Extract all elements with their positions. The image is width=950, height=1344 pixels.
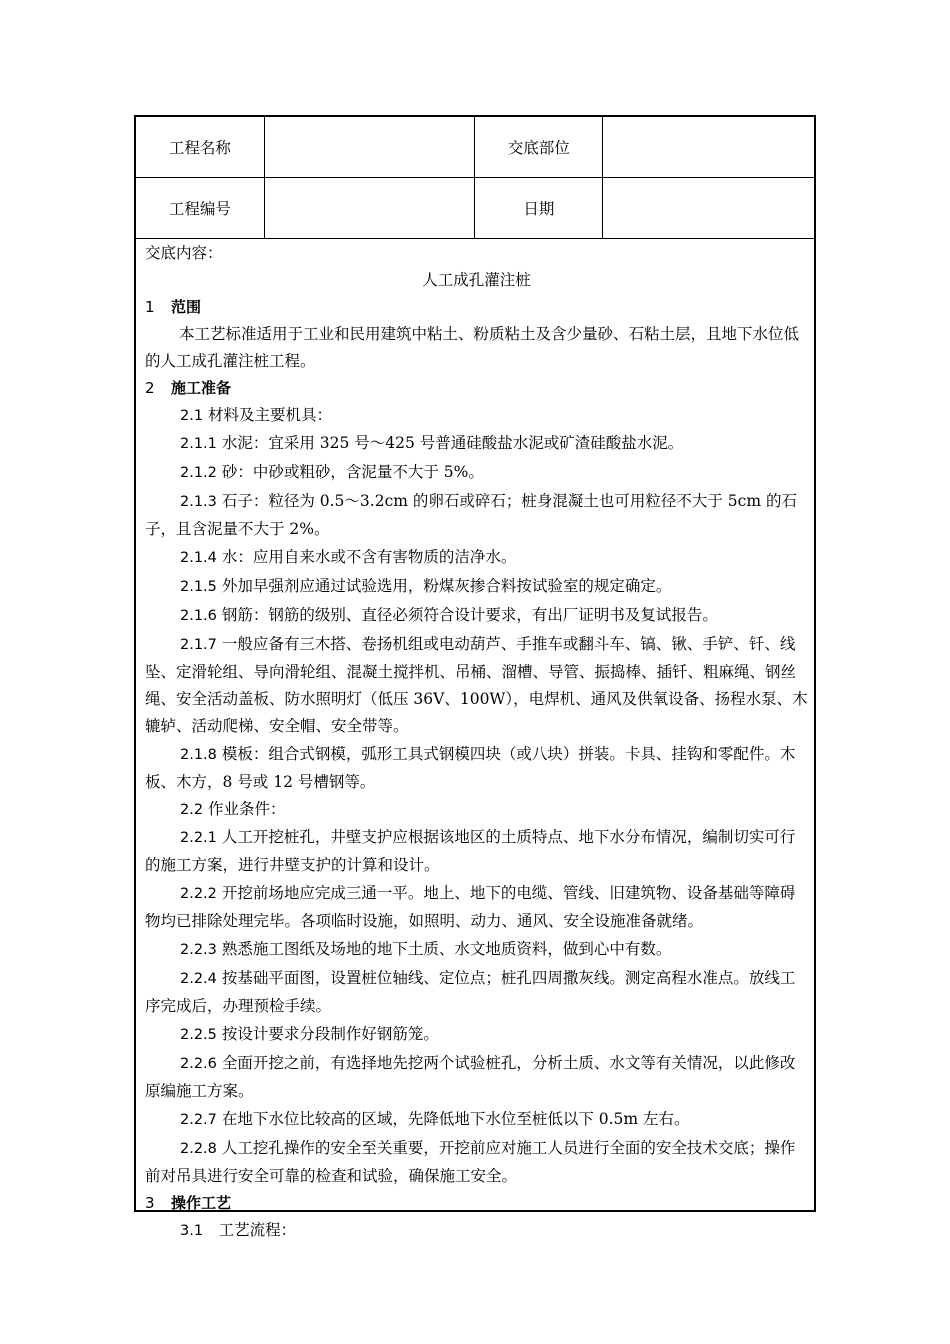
- disclosure-content: [145, 240, 808, 1244]
- list-item: [145, 1106, 808, 1134]
- list-item-number: 2.2.4: [180, 971, 217, 987]
- list-item-text: 开挖前场地应完成三通一平。地上、地下的电缆、管线、旧建筑物、设备基础等障碍物均已排除处理完毕。各项临时设施，如照明、动力、通风、安全设施准备就绪。: [145, 884, 796, 930]
- list-item: [145, 741, 808, 796]
- list-item: [145, 965, 808, 1020]
- project-name-field[interactable]: [264, 117, 475, 178]
- list-item-text: 人工开挖桩孔，井壁支护应根据该地区的土质特点、地下水分布情况，编制切实可行的施工方案，进行井壁支护的计算和设计。: [145, 828, 796, 874]
- list-item-number: 2.1.6: [180, 608, 217, 624]
- list-item-number: 2.1.2: [180, 465, 217, 481]
- list-item: [145, 1135, 808, 1190]
- list-item: [145, 824, 808, 879]
- list-item-text: 水泥：宜采用 325 号～425 号普通硅酸盐水泥或矿渣硅酸盐水泥。: [221, 434, 684, 452]
- project-name-label: 工程名称: [136, 117, 264, 178]
- section-paragraph: 本工艺标准适用于工业和民用建筑中粘土、粉质粘土及含少量砂、石粘土层，且地下水位低的人工成孔灌注桩工程。: [145, 325, 800, 370]
- list-item: [145, 573, 808, 601]
- date-label: 日期: [475, 178, 603, 239]
- section-heading: 3 操作工艺: [145, 1194, 232, 1212]
- list-item: [145, 880, 808, 935]
- project-number-field[interactable]: [264, 178, 475, 239]
- subsection-heading: 2.1 材料及主要机具：: [180, 406, 333, 424]
- list-item: [145, 430, 808, 458]
- header-row: [136, 117, 814, 178]
- materials-list: [145, 430, 808, 796]
- list-item: [145, 936, 808, 964]
- list-item: [145, 1050, 808, 1105]
- section-heading: 1 范围: [145, 298, 202, 316]
- list-item: [145, 544, 808, 572]
- list-item-text: 水：应用自来水或不含有害物质的洁净水。: [221, 548, 517, 566]
- list-item-text: 熟悉施工图纸及场地的地下土质、水文地质资料，做到心中有数。: [221, 940, 672, 958]
- list-item-number: 2.1.3: [180, 494, 217, 510]
- list-item-number: 2.1.8: [180, 747, 217, 763]
- date-field[interactable]: [603, 178, 814, 239]
- document-title: 人工成孔灌注桩: [422, 271, 531, 289]
- list-item: [145, 631, 808, 740]
- list-item-text: 外加早强剂应通过试验选用，粉煤灰掺合料按试验室的规定确定。: [221, 577, 672, 595]
- list-item: [145, 1021, 808, 1049]
- list-item-number: 2.1.4: [180, 550, 217, 566]
- project-number-label: 工程编号: [136, 178, 264, 239]
- list-item: [145, 488, 808, 543]
- content-label: 交底内容：: [145, 244, 223, 262]
- list-item-text: 钢筋：钢筋的级别、直径必须符合设计要求，有出厂证明书及复试报告。: [221, 606, 718, 624]
- list-item-text: 在地下水位比较高的区域，先降低地下水位至桩低以下 0.5m 左右。: [221, 1110, 690, 1128]
- conditions-list: [145, 824, 808, 1190]
- list-item-text: 砂：中砂或粗砂，含泥量不大于 5%。: [221, 463, 484, 481]
- list-item-text: 人工挖孔操作的安全至关重要，开挖前应对施工人员进行全面的安全技术交底；操作前对吊具进行安全可靠的检查和试验，确保施工安全。: [145, 1139, 796, 1185]
- list-item-number: 2.2.7: [180, 1112, 217, 1128]
- list-item-number: 2.2.8: [180, 1141, 217, 1157]
- list-item: [145, 602, 808, 630]
- list-item-text: 按基础平面图，设置桩位轴线、定位点；桩孔四周撒灰线。测定高程水准点。放线工序完成后，办理预检手续。: [145, 969, 796, 1015]
- disclosure-part-label: 交底部位: [475, 117, 603, 178]
- list-item-number: 2.1.5: [180, 579, 217, 595]
- list-item-number: 2.2.2: [180, 886, 217, 902]
- list-item-text: 一般应备有三木搭、卷扬机组或电动葫芦、手推车或翻斗车、镐、锹、手铲、钎、线坠、定滑轮组、导向滑轮组、混凝土搅拌机、吊桶、溜槽、导管、振捣棒、插钎、粗麻绳、钢丝绳、安全活动盖板、防水照明灯（低压 36V、100W），电焊机、通风及供氧设备、扬程水泵、木辘轳、活动爬梯、安全帽、安全带等。: [145, 635, 808, 735]
- list-item-text: 模板：组合式钢模，弧形工具式钢模四块（或八块）拼装。卡具、挂钩和零配件。木板、木方，8 号或 12 号槽钢等。: [145, 745, 796, 791]
- list-item: [145, 459, 808, 487]
- header-row: [136, 178, 814, 239]
- list-item-text: 石子：粒径为 0.5～3.2cm 的卵石或碎石；桩身混凝土也可用粒径不大于 5cm 的石子，且含泥量不大于 2%。: [145, 492, 797, 538]
- list-item-text: 全面开挖之前，有选择地先挖两个试验桩孔，分析土质、水文等有关情况，以此修改原编施工方案。: [145, 1054, 796, 1100]
- header-table: [136, 117, 814, 239]
- list-item-text: 按设计要求分段制作好钢筋笼。: [221, 1025, 439, 1043]
- disclosure-part-field[interactable]: [603, 117, 814, 178]
- list-item-number: 2.2.6: [180, 1056, 217, 1072]
- subsection-heading: 2.2 作业条件：: [180, 800, 286, 818]
- section-heading: 2 施工准备: [145, 379, 232, 397]
- subsection-heading: 3.1 工艺流程：: [180, 1221, 297, 1239]
- list-item-number: 2.2.1: [180, 830, 217, 846]
- list-item-number: 2.1.7: [180, 637, 217, 653]
- list-item-number: 2.2.5: [180, 1027, 217, 1043]
- list-item-number: 2.1.1: [180, 436, 217, 452]
- disclosure-sheet: [134, 115, 816, 1239]
- list-item-number: 2.2.3: [180, 942, 217, 958]
